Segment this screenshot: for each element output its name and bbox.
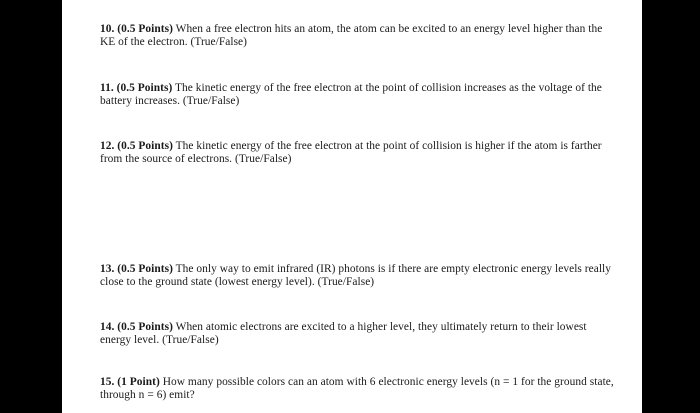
question-13-heading: 13. (0.5 Points) <box>100 263 173 275</box>
question-11 <box>100 82 620 108</box>
question-12-text: The kinetic energy of the free electron at the point of collision is higher if the atom is farther from the source of electrons. (True/False) <box>100 140 602 165</box>
question-10 <box>100 23 620 49</box>
question-12 <box>100 140 620 166</box>
document-page <box>62 0 642 413</box>
question-10-text: When a free electron hits an atom, the atom can be excited to an energy level higher than the KE of the electron. (True/False) <box>100 23 603 48</box>
question-11-heading: 11. (0.5 Points) <box>100 82 173 94</box>
question-15-heading: 15. (1 Point) <box>100 376 160 388</box>
question-11-text: The kinetic energy of the free electron at the point of collision increases as the voltage of the battery increases. (True/False) <box>100 82 602 107</box>
question-13 <box>100 263 620 289</box>
question-12-heading: 12. (0.5 Points) <box>100 140 173 152</box>
question-14 <box>100 321 620 347</box>
question-14-heading: 14. (0.5 Points) <box>100 321 173 333</box>
question-13-text: The only way to emit infrared (IR) photons is if there are empty electronic energy levels really close to the ground state (lowest energy level). (True/False) <box>100 263 612 288</box>
question-15 <box>100 376 620 402</box>
question-15-text: How many possible colors can an atom with 6 electronic energy levels (n = 1 for the ground state, through n = 6) emit? <box>100 376 614 401</box>
question-14-text: When atomic electrons are excited to a higher level, they ultimately return to their lowest energy level. (True/False) <box>100 321 587 346</box>
question-10-heading: 10. (0.5 Points) <box>100 23 173 35</box>
